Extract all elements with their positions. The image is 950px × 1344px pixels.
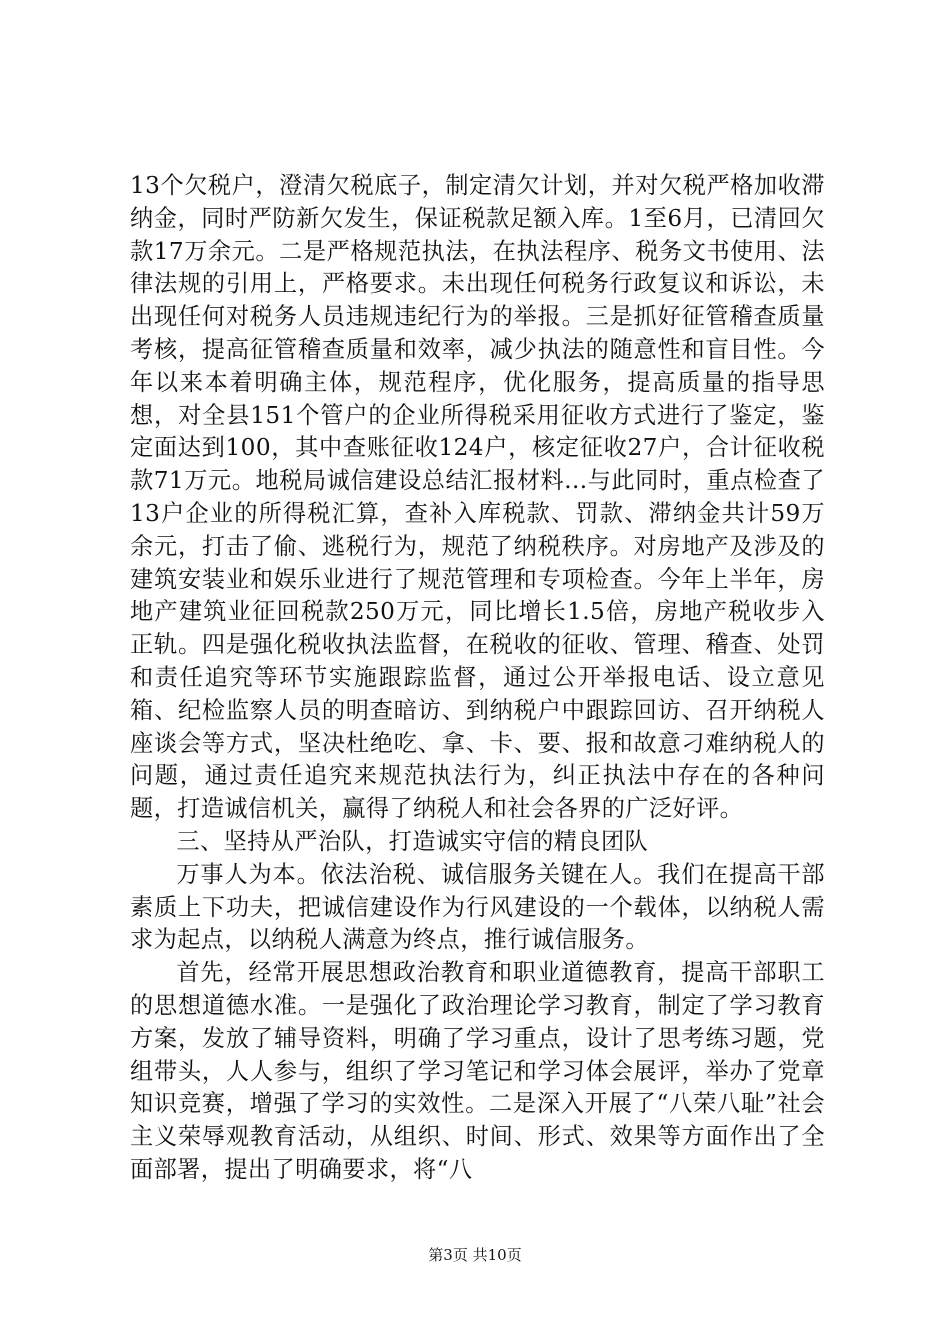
body-paragraph-2: 万事人为本。依法治税、诚信服务关键在人。我们在提高干部素质上下功夫，把诚信建设作为行风建设的一个载体，以纳税人需求为起点，以纳税人满意为终点，推行诚信服务。 [130,860,825,954]
body-paragraph-1: 13个欠税户，澄清欠税底子，制定清欠计划，并对欠税严格加收滞纳金，同时严防新欠发生，保证税款足额入库。1至6月，已清回欠款17万余元。二是严格规范执法，在执法程序、税务文书使用、法律法规的引用上，严格要求。未出现任何税务行政复议和诉讼，未出现任何对税务人员违规违纪行为的举报。三是抓好征管稽查质量考核，提高征管稽查质量和效率，减少执法的随意性和盲目性。今年以来本着明确主体，规范程序，优化服务，提高质量的指导思想，对全县151个管户的企业所得税采用征收方式进行了鉴定，鉴定面达到100，其中查账征收124户，核定征收27户，合计征收税款71万元。地税局诚信建设总结汇报材料...与此同时，重点检查了13户企业的所得税汇算，查补入库税款、罚款、滞纳金共计59万余元，打击了偷、逃税行为，规范了纳税秩序。对房地产及涉及的建筑安装业和娱乐业进行了规范管理和专项检查。今年上半年，房地产建筑业征回税款250万元，同比增长1.5倍，房地产税收步入正轨。四是强化税收执法监督，在税收的征收、管理、稽查、处罚和责任追究等环节实施跟踪监督，通过公开举报电话、设立意见箱、纪检监察人员的明查暗访、到纳税户中跟踪回访、召开纳税人座谈会等方式，坚决杜绝吃、拿、卡、要、报和故意刁难纳税人的问题，通过责任追究来规范执法行为，纠正执法中存在的各种问题，打造诚信机关，赢得了纳税人和社会各界的广泛好评。 [130,172,825,823]
page-footer: 第3页 共10页 [428,1246,522,1264]
body-paragraph-3: 首先，经常开展思想政治教育和职业道德教育，提高干部职工的思想道德水准。一是强化了政治理论学习教育，制定了学习教育方案，发放了辅导资料，明确了学习重点，设计了思考练习题，党组带头，人人参与，组织了学习笔记和学习体会展评，举办了党章知识竞赛，增强了学习的实效性。二是深入开展了“八荣八耻”社会主义荣辱观教育活动，从组织、时间、形式、效果等方面作出了全面部署，提出了明确要求，将“八 [130,959,825,1183]
document-body [130,170,825,1187]
section-heading-3: 三、坚持从严治队，打造诚实守信的精良团队 [176,827,649,855]
